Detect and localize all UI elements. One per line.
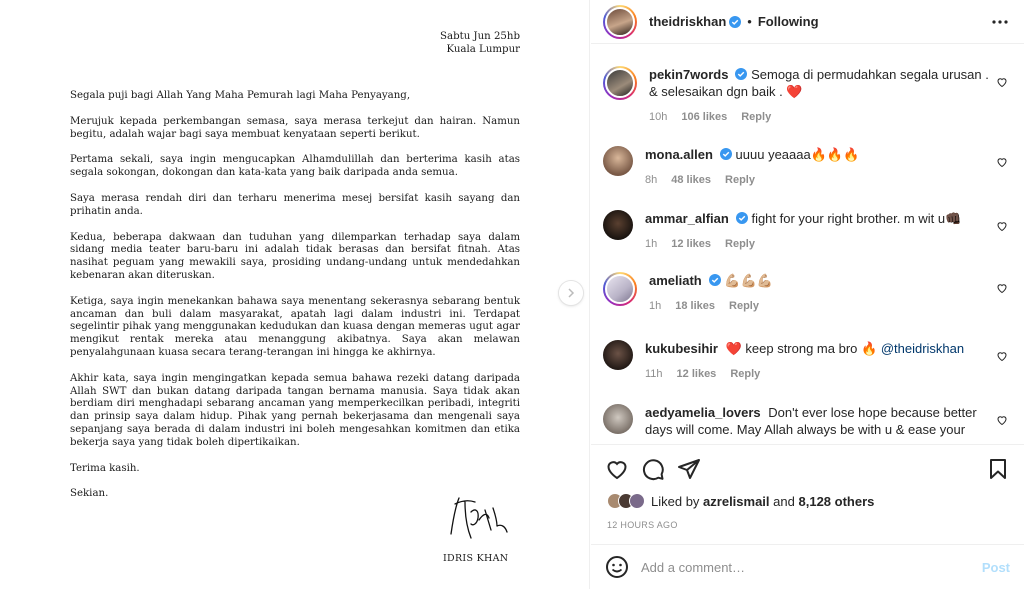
post-comment-button[interactable]: Post bbox=[981, 559, 1010, 575]
more-options-button[interactable] bbox=[990, 12, 1010, 32]
letter-paragraph: Saya merasa rendah diri dan terharu menerima mesej bersifat kasih sayang dan prihatin anda. bbox=[70, 192, 520, 217]
commenter-avatar[interactable] bbox=[603, 146, 633, 176]
like-comment-icon[interactable] bbox=[996, 414, 1008, 426]
share-button[interactable] bbox=[677, 457, 701, 481]
comment-item bbox=[603, 146, 1012, 189]
letter-paragraph: Sekian. bbox=[70, 488, 109, 500]
comment-likes[interactable]: 48 likes bbox=[671, 174, 712, 186]
like-button[interactable] bbox=[605, 457, 629, 481]
comment-bubble-icon bbox=[641, 457, 665, 481]
comment-text: Semoga di permudahkan segala urusan . & selesaikan dgn baik . ❤️ bbox=[649, 67, 989, 99]
comment-time: 1h bbox=[649, 300, 662, 312]
comment-item bbox=[603, 272, 1012, 315]
comment-button[interactable] bbox=[641, 457, 665, 481]
liked-by-prefix: Liked by bbox=[651, 493, 700, 509]
like-comment-icon[interactable] bbox=[996, 156, 1008, 168]
handwritten-signature bbox=[445, 490, 515, 550]
commenter-username[interactable]: pekin7words bbox=[649, 67, 729, 82]
letter-paragraph: Ketiga, saya ingin menekankan bahawa saya menentang sekerasnya sebarang bentuk ancaman dan buli dalam masyarakat, apatah lagi dalam industri ini. Terdapat segelintir pihak yang menggunakan kedudukan dan kuasa dengan memeras ugut agar mengikut rentak mereka atau menanggung akibatnya. Saya akan melawan penyalahgunaan kuasa secara terang-terangan ini hingga ke akhirnya. bbox=[70, 295, 520, 358]
following-button[interactable]: Following bbox=[757, 14, 819, 29]
liked-by-conj: and bbox=[773, 493, 795, 509]
letter-paragraph: Terima kasih. bbox=[70, 462, 140, 474]
reply-button[interactable]: Reply bbox=[730, 368, 761, 380]
verified-badge-icon bbox=[736, 212, 748, 224]
reply-button[interactable]: Reply bbox=[729, 300, 759, 312]
letter-paragraph: Akhir kata, saya ingin mengingatkan kepada semua bahawa rezeki datang daripada Allah SWT dan bukan datang daripada tangan bernama manusia. Saya tidak akan berdiam diri menghadapi sebarang ancaman yang memperkecilkan peribadi, integriti dan prinsip saya dalam hidup. Pihak yang pernah bekerjasama dan mengenali saya sepanjang saya berada di dalam industri ini boleh mengesahkan komitmen dan etika bekerja saya yang tidak boleh dipertikaikan. bbox=[70, 372, 520, 448]
liked-by bbox=[607, 493, 874, 509]
comment-time: 8h bbox=[645, 174, 658, 186]
add-comment-bar bbox=[591, 544, 1024, 589]
comment-input[interactable] bbox=[641, 560, 982, 575]
commenter-avatar[interactable] bbox=[603, 210, 633, 240]
commenter-username[interactable]: mona.allen bbox=[645, 147, 713, 162]
author-username[interactable]: theidriskhan bbox=[649, 14, 727, 29]
paper-plane-icon bbox=[677, 457, 701, 481]
chevron-right-icon bbox=[566, 288, 576, 298]
signature-name: IDRIS KHAN bbox=[443, 553, 509, 564]
bookmark-icon bbox=[986, 457, 1010, 481]
like-comment-icon[interactable] bbox=[996, 76, 1008, 88]
comment-likes[interactable]: 12 likes bbox=[676, 368, 717, 380]
like-comment-icon[interactable] bbox=[996, 350, 1008, 362]
comment-text: fight for your right brother. m wit u👊🏿 bbox=[751, 211, 962, 226]
author-avatar[interactable] bbox=[603, 5, 637, 39]
commenter-avatar[interactable] bbox=[603, 340, 633, 370]
comment-text: ❤️ keep strong ma bro 🔥 bbox=[725, 341, 878, 356]
comment-text: 💪🏼💪🏼💪🏼 bbox=[724, 273, 773, 288]
comment-likes[interactable]: 18 likes bbox=[675, 300, 716, 312]
comment-item bbox=[603, 340, 1012, 383]
reply-button[interactable]: Reply bbox=[725, 238, 755, 250]
liked-by-others[interactable]: 8,128 others bbox=[798, 493, 875, 509]
verified-badge-icon bbox=[720, 148, 732, 160]
commenter-username[interactable]: ameliath bbox=[649, 273, 702, 288]
commenter-username[interactable]: ammar_alfian bbox=[645, 211, 729, 226]
comment-likes[interactable]: 12 likes bbox=[671, 238, 712, 250]
post-header bbox=[591, 0, 1024, 44]
more-horizontal-icon bbox=[992, 20, 1008, 24]
post-timestamp[interactable]: 12 HOURS AGO bbox=[607, 520, 678, 530]
letter-location-line: Kuala Lumpur bbox=[446, 44, 520, 55]
commenter-username[interactable]: aedyamelia_lovers bbox=[645, 405, 761, 420]
comments-list[interactable] bbox=[591, 44, 1024, 444]
verified-badge-icon bbox=[729, 16, 741, 28]
emoji-icon[interactable] bbox=[605, 555, 629, 579]
comment-item bbox=[603, 404, 1012, 438]
post-actions bbox=[591, 444, 1024, 544]
letter-date-line: Sabtu Jun 25hb bbox=[440, 31, 520, 42]
comment-likes[interactable]: 106 likes bbox=[681, 111, 728, 123]
letter-document bbox=[70, 30, 520, 514]
liker-avatars[interactable] bbox=[607, 493, 645, 509]
comment-time: 11h bbox=[645, 368, 663, 380]
comment-time: 1h bbox=[645, 238, 658, 250]
commenter-avatar[interactable] bbox=[603, 272, 637, 306]
letter-date bbox=[70, 30, 520, 56]
verified-badge-icon bbox=[735, 68, 747, 80]
letter-paragraph: Segala puji bagi Allah Yang Maha Pemurah lagi Maha Penyayang, bbox=[70, 90, 411, 101]
like-comment-icon[interactable] bbox=[996, 220, 1008, 232]
commenter-username[interactable]: kukubesihir bbox=[645, 341, 718, 356]
letter-paragraph: Merujuk kepada perkembangan semasa, saya merasa terkejut dan hairan. Namun begitu, adalah wajar bagi saya membuat kenyataan seperti berikut. bbox=[70, 115, 520, 140]
comment-text: uuuu yeaaaa🔥🔥🔥 bbox=[735, 147, 860, 162]
letter-paragraph: Pertama sekali, saya ingin mengucapkan Alhamdulillah dan berterima kasih atas segala sokongan, dokongan dan kata-kata yang baik daripada anda semua. bbox=[70, 154, 520, 179]
comment-text: Don't ever lose hope because better days will come. May Allah always be with u & ease your bbox=[645, 405, 977, 437]
comment-item bbox=[603, 210, 1012, 253]
letter-paragraph: Kedua, beberapa dakwaan dan tuduhan yang dilemparkan terhadap saya dalam sidang media teater baru-baru ini adalah tidak berasas dan bersifat fitnah. Atas nasihat peguam yang mewakili saya, prosiding undang-undang untuk mendedahkan kebenaran akan diteruskan. bbox=[70, 231, 520, 281]
verified-badge-icon bbox=[709, 274, 721, 286]
heart-icon bbox=[605, 457, 629, 481]
commenter-avatar[interactable] bbox=[603, 66, 637, 100]
liked-by-user[interactable]: azrelismail bbox=[703, 493, 770, 509]
commenter-avatar[interactable] bbox=[603, 404, 633, 434]
next-media-button[interactable] bbox=[559, 281, 583, 305]
mention-link[interactable]: @theidriskhan bbox=[880, 341, 965, 356]
save-button[interactable] bbox=[986, 457, 1010, 481]
post-sidebar bbox=[591, 0, 1024, 589]
header-separator: • bbox=[747, 14, 752, 29]
like-comment-icon[interactable] bbox=[996, 282, 1008, 294]
reply-button[interactable]: Reply bbox=[725, 174, 755, 186]
comment-time: 10h bbox=[649, 111, 668, 123]
reply-button[interactable]: Reply bbox=[741, 111, 772, 123]
comment-item bbox=[603, 66, 1012, 126]
